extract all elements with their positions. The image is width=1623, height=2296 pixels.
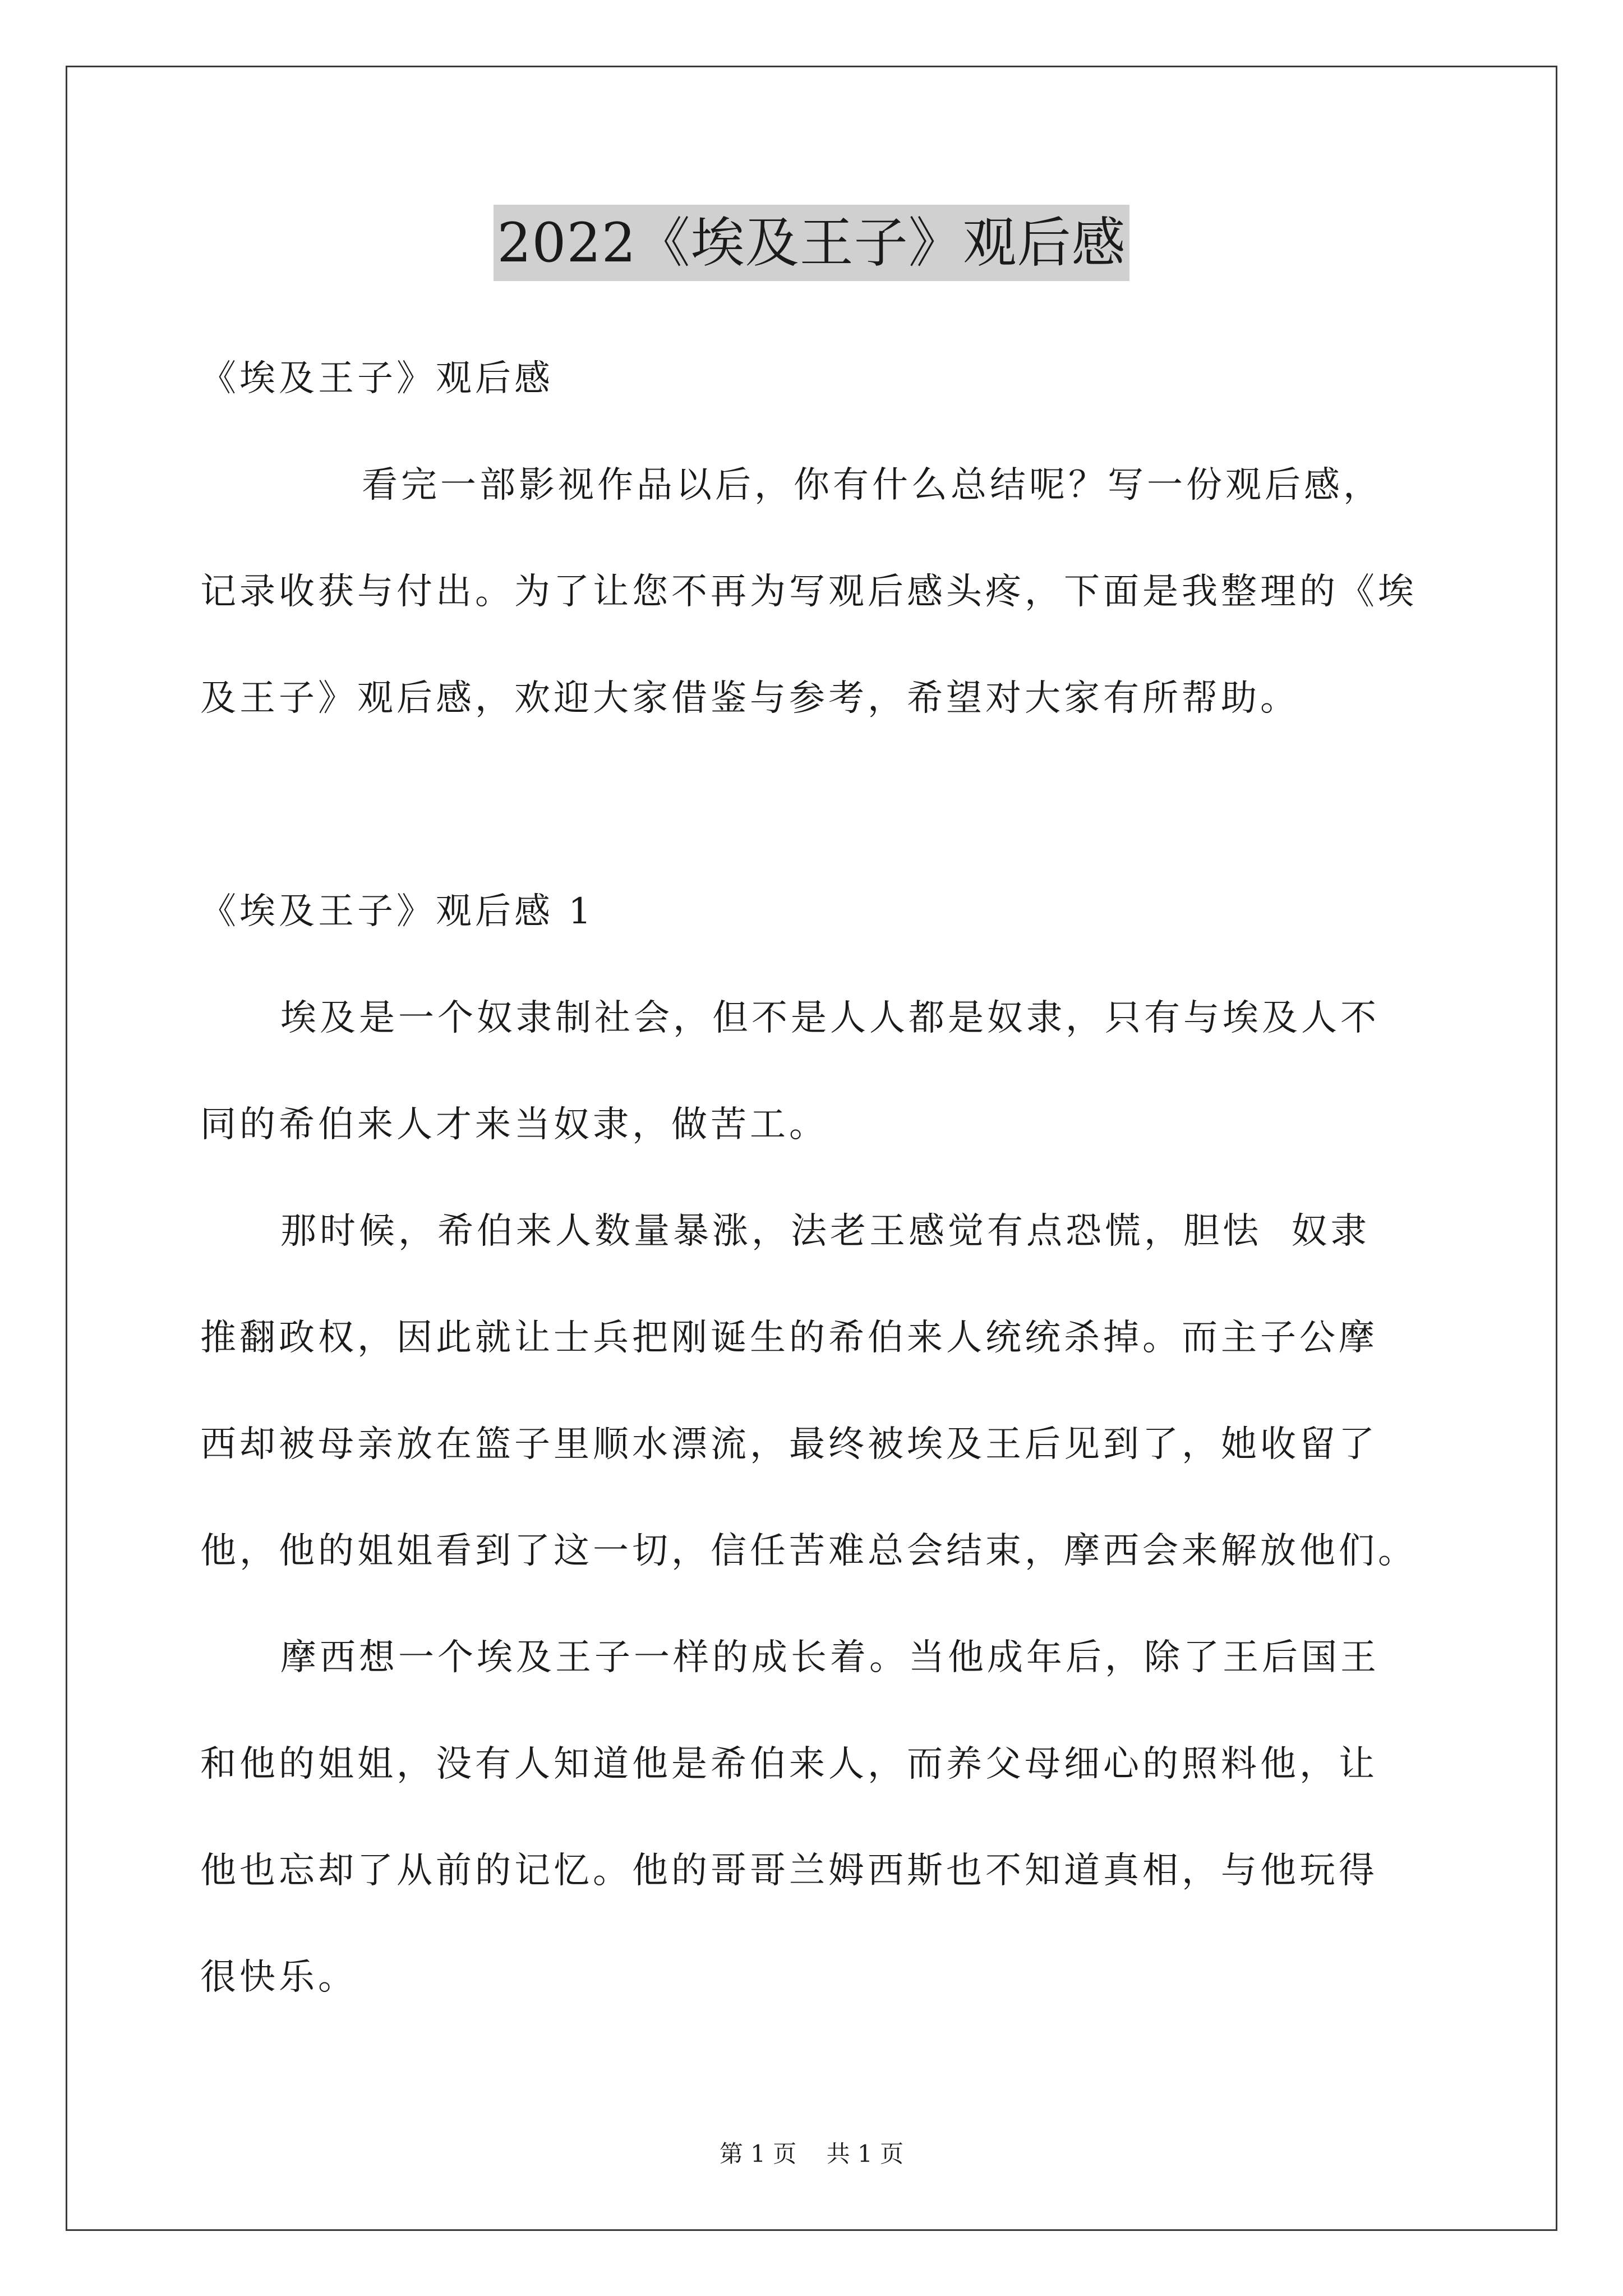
page-total: 共 1 页	[826, 2140, 904, 2168]
paragraph-line: 摩西想一个埃及王子一样的成长着。当他成年后，除了王后国王	[280, 1637, 1380, 1678]
section-heading-1: 《埃及王子》观后感 1	[200, 891, 595, 932]
paragraph-line: 及王子》观后感，欢迎大家借鉴与参考，希望对大家有所帮助。	[200, 678, 1299, 719]
paragraph-line: 埃及是一个奴隶制社会，但不是人人都是奴隶，只有与埃及人不	[280, 997, 1380, 1039]
section-heading-intro: 《埃及王子》观后感	[200, 358, 554, 399]
paragraph-line: 那时候，希伯来人数量暴涨，法老王感觉有点恐慌，胆怯 奴隶	[280, 1211, 1370, 1252]
title-container	[0, 205, 1623, 281]
paragraph-line: 记录收获与付出。为了让您不再为写观后感头疼，下面是我整理的《埃	[200, 571, 1417, 613]
paragraph-line: 同的希伯来人才来当奴隶，做苦工。	[200, 1104, 828, 1145]
paragraph-line: 看完一部影视作品以后，你有什么总结呢？写一份观后感，	[362, 464, 1382, 506]
paragraph-line: 西却被母亲放在篮子里顺水漂流，最终被埃及王后见到了，她收留了	[200, 1424, 1378, 1465]
paragraph-line: 很快乐。	[200, 1957, 357, 1998]
page-footer	[0, 2137, 1623, 2171]
paragraph-line: 他也忘却了从前的记忆。他的哥哥兰姆西斯也不知道真相，与他玩得	[200, 1850, 1378, 1892]
document-title: 2022《埃及王子》观后感	[494, 205, 1129, 281]
paragraph-line: 推翻政权，因此就让士兵把刚诞生的希伯来人统统杀掉。而主子公摩	[200, 1317, 1378, 1359]
paragraph-line: 他，他的姐姐看到了这一切，信任苦难总会结束，摩西会来解放他们。	[200, 1530, 1417, 1572]
paragraph-line: 和他的姐姐，没有人知道他是希伯来人，而养父母细心的照料他，让	[200, 1743, 1378, 1785]
page-number: 第 1 页	[719, 2140, 797, 2168]
